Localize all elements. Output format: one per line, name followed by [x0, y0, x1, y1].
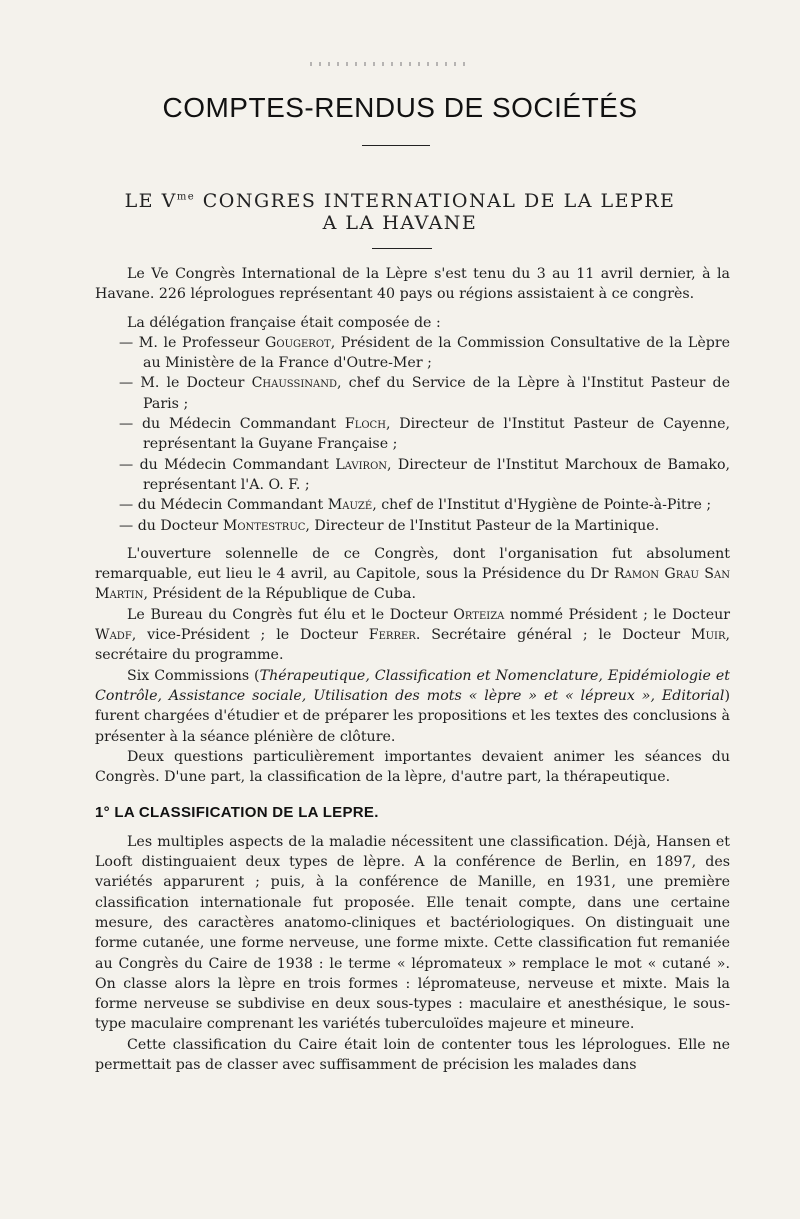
- delegate-item: [95, 495, 730, 515]
- paragraph-delegation: La délégation française était composée de :: [127, 314, 441, 331]
- person-name: Orteiza: [453, 606, 505, 623]
- commissions-list: Thérapeutique, Classification et Nomenclature, Epidémiologie et Contrôle, Assistance sociale, Utilisation des mots « lèpre » et « lépreux », Editorial: [95, 667, 731, 704]
- delegate-item: [95, 414, 730, 455]
- commissions-text: Six Commissions (: [127, 667, 260, 684]
- delegate-name: Floch: [344, 416, 386, 433]
- delegate-role: , Directeur de l'Institut Marchoux de Bamako, représentant l'A. O. F. ;: [143, 456, 731, 493]
- article-title-sup: me: [176, 191, 196, 203]
- delegate-prefix: — M. le Docteur: [119, 375, 252, 392]
- opening-text: L'ouverture solennelle de ce Congrès, dont l'organisation fut absolument remarquable, eut lieu le 4 avril, au Capitole, sous la Présidence du Dr: [95, 545, 730, 583]
- delegate-prefix: — du Médecin Commandant: [119, 497, 328, 514]
- bureau-text: . Secrétaire général ; le Docteur: [415, 627, 692, 644]
- delegate-name: Mauzé: [327, 497, 373, 514]
- delegate-prefix: — du Médecin Commandant: [119, 456, 336, 473]
- delegate-name: Gougerot: [265, 334, 331, 351]
- delegate-name: Laviron: [335, 456, 388, 473]
- commissions-text-end: ) furent chargées d'étudier et de préparer les propositions et les textes des conclusions à présenter à la séance plénière de clôture.: [95, 687, 730, 745]
- delegate-role: , Président de la Commission Consultative de la Lèpre au Ministère de la France d'Outre-Mer ;: [143, 334, 730, 372]
- article-title: [0, 190, 800, 212]
- opening-text-end: , Président de la République de Cuba.: [143, 586, 416, 603]
- delegate-name: Chaussinand: [251, 375, 338, 392]
- bureau-text: , vice-Président ; le Docteur: [131, 627, 369, 644]
- president-name: Ramon Grau San Martin: [95, 566, 730, 603]
- delegate-item: [95, 333, 730, 374]
- section-heading: 1° LA CLASSIFICATION DE LA LEPRE.: [95, 804, 379, 822]
- delegate-prefix: — du Docteur: [119, 517, 223, 534]
- paragraph-questions: Deux questions particulièrement importantes devaient animer les séances du Congrès. D'une part, la classification de la lèpre, d'autre part, la thérapeutique.: [95, 748, 730, 786]
- delegate-role: , Directeur de l'Institut Pasteur de Cayenne, représentant la Guyane Française ;: [143, 416, 731, 453]
- article-body: [95, 264, 730, 1075]
- person-name: Wadf: [95, 627, 132, 644]
- paragraph-commissions: [95, 666, 730, 747]
- delegate-item: [95, 516, 730, 536]
- delegate-role: , chef de l'Institut d'Hygiène de Pointe-à-Pitre ;: [372, 497, 712, 514]
- section-title: COMPTES-RENDUS DE SOCIÉTÉS: [162, 92, 638, 123]
- bureau-text: Le Bureau du Congrès fut élu et le Docteur: [127, 606, 454, 623]
- paragraph-cairo: Cette classification du Caire était loin de contenter tous les léprologues. Elle ne permettait pas de classer avec suffisamment de précision les malades dans: [95, 1036, 730, 1073]
- scan-artifact: [310, 62, 470, 66]
- bureau-text: , secrétaire du programme.: [95, 627, 730, 664]
- delegate-prefix: — M. le Professeur: [119, 334, 266, 351]
- delegate-item: [95, 455, 730, 496]
- article-title-pre: LE V: [124, 190, 177, 212]
- paragraph-bureau: [95, 605, 730, 666]
- delegate-role: , Directeur de l'Institut Pasteur de la Martinique.: [305, 517, 660, 534]
- article-title-post: CONGRES INTERNATIONAL DE LA LEPRE: [195, 190, 676, 212]
- paragraph-intro: Le Ve Congrès International de la Lèpre s'est tenu du 3 au 11 avril dernier, à la Havane. 226 léprologues représentant 40 pays ou régions assistaient à ce congrès.: [95, 266, 730, 303]
- delegate-prefix: — du Médecin Commandant: [119, 416, 345, 433]
- person-name: Ferrer: [368, 627, 416, 644]
- title-rule: [362, 145, 430, 146]
- article-rule: [372, 248, 432, 249]
- bureau-text: nommé Président ; le Docteur: [504, 606, 731, 623]
- paragraph-classification: Les multiples aspects de la maladie nécessitent une classification. Déjà, Hansen et Looft distinguaient deux types de lèpre. A la conférence de Berlin, en 1897, des variétés apparurent ; puis, à la conférence de Manille, en 1931, une première classification internationale fut proposée. Elle tenait compte, dans une certaine mesure, des caractères anatomo-cliniques et bactériologiques. On distinguait une forme cutanée, une forme nerveuse, une forme mixte. Cette classification fut remaniée au Congrès du Caire de 1938 : le terme « lépromateux » remplace le mot « cutané ». On classe alors la lèpre en trois formes : lépromateuse, nerveuse et mixte. Mais la forme nerveuse se subdivise en deux sous-types : maculaire et anesthésique, le sous-type maculaire comprenant les variétés tuberculoïdes majeure et mineure.: [95, 833, 730, 1033]
- paragraph-opening: [95, 544, 730, 605]
- delegate-role: , chef du Service de la Lèpre à l'Institut Pasteur de Paris ;: [143, 375, 730, 412]
- delegate-item: [95, 373, 730, 414]
- article-title-line2: A LA HAVANE: [322, 212, 478, 234]
- person-name: Muir: [691, 627, 726, 644]
- delegate-name: Montestruc: [222, 517, 306, 534]
